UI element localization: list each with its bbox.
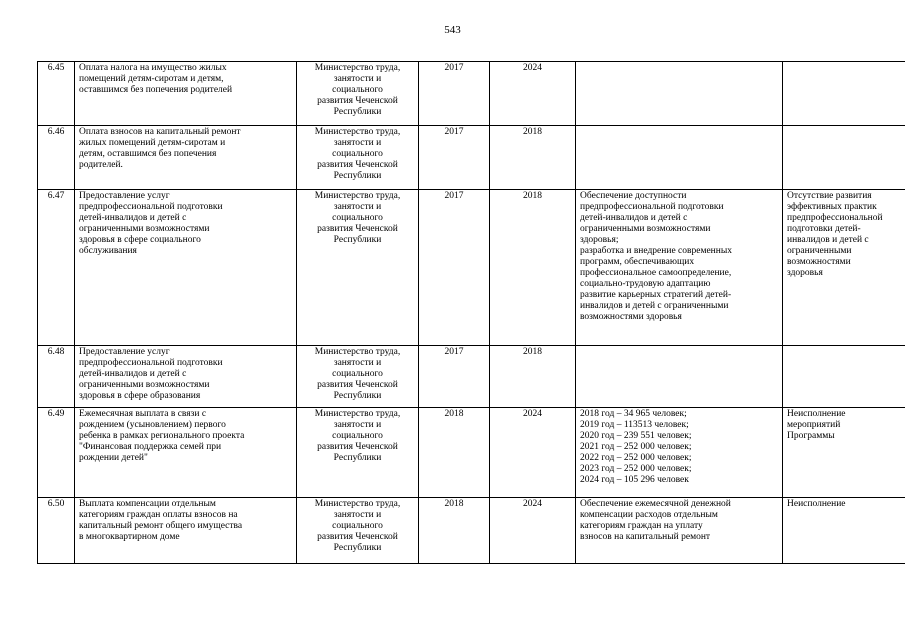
cell-text-line: категориям граждан на уплату bbox=[580, 521, 703, 531]
cell-text-line: подготовки детей- bbox=[787, 224, 861, 234]
measures-table bbox=[37, 61, 905, 564]
cell-text-line: в многоквартирном доме bbox=[79, 532, 180, 542]
cell-text-line: возможностями bbox=[787, 257, 851, 267]
consequence-cell bbox=[783, 346, 905, 408]
cell-text-line: Республики bbox=[333, 171, 382, 181]
cell-text-line: Республики bbox=[333, 107, 382, 117]
cell-text-line: развития Чеченской bbox=[317, 532, 398, 542]
measure-name-cell bbox=[75, 346, 297, 408]
cell-text-line: 2022 год – 252 000 человек; bbox=[580, 453, 692, 463]
cell-text-line: занятости и bbox=[333, 202, 382, 212]
page-number: 543 bbox=[444, 24, 461, 36]
cell-text-line: Выплата компенсации отдельным bbox=[79, 499, 216, 509]
cell-text-line: развития Чеченской bbox=[317, 160, 398, 170]
measure-name-cell bbox=[75, 62, 297, 126]
row-number-cell: 6.46 bbox=[38, 126, 75, 190]
cell-text-line: Обеспечение ежемесячной денежной bbox=[580, 499, 731, 509]
cell-text-line: детей-инвалидов и детей с bbox=[79, 369, 187, 379]
table-row bbox=[38, 126, 905, 190]
cell-text-line: социального bbox=[332, 85, 383, 95]
cell-text-line: социального bbox=[332, 213, 383, 223]
table-row bbox=[38, 408, 905, 498]
cell-text-line: рождении детей" bbox=[79, 453, 148, 463]
cell-text-line: детей-инвалидов и детей с bbox=[79, 213, 187, 223]
cell-text-line: развития Чеченской bbox=[317, 442, 398, 452]
cell-text-line: предпрофессиональной подготовки bbox=[79, 202, 223, 212]
measure-name-cell bbox=[75, 190, 297, 346]
cell-text-line: взносов на капитальный ремонт bbox=[580, 532, 711, 542]
cell-text-line: занятости и bbox=[333, 138, 382, 148]
cell-text-line: ограниченными возможностями bbox=[580, 224, 711, 234]
cell-text-line: занятости и bbox=[333, 510, 382, 520]
consequence-cell bbox=[783, 126, 905, 190]
cell-text-line: Министерство труда, bbox=[314, 409, 401, 419]
cell-text-line: Оплата налога на имущество жилых bbox=[79, 63, 227, 73]
measure-name-cell bbox=[75, 408, 297, 498]
expected-result-cell bbox=[576, 190, 783, 346]
expected-result-cell bbox=[576, 126, 783, 190]
row-number-cell: 6.49 bbox=[38, 408, 75, 498]
expected-result-cell bbox=[576, 62, 783, 126]
cell-text-line: детей-инвалидов и детей с bbox=[580, 213, 688, 223]
cell-text-line: Министерство труда, bbox=[314, 127, 401, 137]
end-year-cell: 2018 bbox=[490, 190, 576, 346]
cell-text-line: Оплата взносов на капитальный ремонт bbox=[79, 127, 241, 137]
end-year-cell: 2024 bbox=[490, 408, 576, 498]
cell-text-line: инвалидов и детей с bbox=[787, 235, 869, 245]
cell-text-line: занятости и bbox=[333, 358, 382, 368]
start-year-cell: 2018 bbox=[419, 408, 490, 498]
cell-text-line: рождением (усыновлением) первого bbox=[79, 420, 226, 430]
cell-text-line: развитие карьерных стратегий детей- bbox=[580, 290, 732, 300]
cell-text-line: 2019 год – 113513 человек; bbox=[580, 420, 689, 430]
cell-text-line: занятости и bbox=[333, 74, 382, 84]
cell-text-line: 2021 год – 252 000 человек; bbox=[580, 442, 692, 452]
cell-text-line: предпрофессиональной подготовки bbox=[580, 202, 724, 212]
cell-text-line: родителей. bbox=[79, 160, 123, 170]
row-number-cell: 6.47 bbox=[38, 190, 75, 346]
responsible-org-cell bbox=[297, 408, 419, 498]
cell-text-line: программ, обеспечивающих bbox=[580, 257, 695, 267]
cell-text-line: 2020 год – 239 551 человек; bbox=[580, 431, 692, 441]
end-year-cell: 2024 bbox=[490, 62, 576, 126]
cell-text-line: предпрофессиональной подготовки bbox=[79, 358, 223, 368]
cell-text-line: помещений детям-сиротам и детям, bbox=[79, 74, 224, 84]
cell-text-line: обслуживания bbox=[79, 246, 137, 256]
cell-text-line: Республики bbox=[333, 235, 382, 245]
cell-text-line: детям, оставшимся без попечения bbox=[79, 149, 217, 159]
expected-result-cell bbox=[576, 408, 783, 498]
responsible-org-cell bbox=[297, 126, 419, 190]
cell-text-line: ограниченными возможностями bbox=[79, 380, 210, 390]
table-row bbox=[38, 62, 905, 126]
start-year-cell: 2017 bbox=[419, 126, 490, 190]
start-year-cell: 2017 bbox=[419, 190, 490, 346]
start-year-cell: 2017 bbox=[419, 62, 490, 126]
cell-text-line: Министерство труда, bbox=[314, 499, 401, 509]
cell-text-line: предпрофессиональной bbox=[787, 213, 883, 223]
cell-text-line: Республики bbox=[333, 391, 382, 401]
table-row bbox=[38, 190, 905, 346]
measure-name-cell bbox=[75, 498, 297, 564]
cell-text-line: Отсутствие развития bbox=[787, 191, 872, 201]
responsible-org-cell bbox=[297, 62, 419, 126]
cell-text-line: ребенка в рамках регионального проекта bbox=[79, 431, 245, 441]
responsible-org-cell bbox=[297, 498, 419, 564]
consequence-cell bbox=[783, 190, 905, 346]
row-number-cell: 6.45 bbox=[38, 62, 75, 126]
cell-text-line: Предоставление услуг bbox=[79, 347, 170, 357]
cell-text-line: "Финансовая поддержка семей при bbox=[79, 442, 222, 452]
measure-name-cell bbox=[75, 126, 297, 190]
cell-text-line: занятости и bbox=[333, 420, 382, 430]
cell-text-line: эффективных практик bbox=[787, 202, 877, 212]
cell-text-line: Предоставление услуг bbox=[79, 191, 170, 201]
cell-text-line: оставшимся без попечения родителей bbox=[79, 85, 233, 95]
cell-text-line: профессиональное самоопределение, bbox=[580, 268, 732, 278]
end-year-cell: 2024 bbox=[490, 498, 576, 564]
start-year-cell: 2017 bbox=[419, 346, 490, 408]
cell-text-line: Республики bbox=[333, 543, 382, 553]
end-year-cell: 2018 bbox=[490, 346, 576, 408]
cell-text-line: Министерство труда, bbox=[314, 347, 401, 357]
cell-text-line: ограниченными bbox=[787, 246, 852, 256]
cell-text-line: возможностями здоровья bbox=[580, 312, 682, 322]
cell-text-line: социального bbox=[332, 521, 383, 531]
cell-text-line: компенсации расходов отдельным bbox=[580, 510, 718, 520]
cell-text-line: ограниченными возможностями bbox=[79, 224, 210, 234]
row-number-cell: 6.50 bbox=[38, 498, 75, 564]
responsible-org-cell bbox=[297, 190, 419, 346]
cell-text-line: Программы bbox=[787, 431, 835, 441]
cell-text-line: категориям граждан оплаты взносов на bbox=[79, 510, 238, 520]
cell-text-line: здоровья в сфере образования bbox=[79, 391, 201, 401]
end-year-cell: 2018 bbox=[490, 126, 576, 190]
row-number-cell: 6.48 bbox=[38, 346, 75, 408]
table-row bbox=[38, 346, 905, 408]
cell-text-line: Обеспечение доступности bbox=[580, 191, 687, 201]
cell-text-line: капитальный ремонт общего имущества bbox=[79, 521, 243, 531]
cell-text-line: разработка и внедрение современных bbox=[580, 246, 732, 256]
cell-text-line: развития Чеченской bbox=[317, 96, 398, 106]
cell-text-line: развития Чеченской bbox=[317, 224, 398, 234]
cell-text-line: социального bbox=[332, 431, 383, 441]
cell-text-line: Ежемесячная выплата в связи с bbox=[79, 409, 207, 419]
table-row bbox=[38, 498, 905, 564]
expected-result-cell bbox=[576, 498, 783, 564]
cell-text-line: развития Чеченской bbox=[317, 380, 398, 390]
cell-text-line: Неисполнение bbox=[787, 409, 846, 419]
cell-text-line: мероприятий bbox=[787, 420, 841, 430]
cell-text-line: 2024 год – 105 296 человек bbox=[580, 475, 689, 485]
start-year-cell: 2018 bbox=[419, 498, 490, 564]
responsible-org-cell bbox=[297, 346, 419, 408]
cell-text-line: здоровья bbox=[787, 268, 823, 278]
cell-text-line: 2018 год – 34 965 человек; bbox=[580, 409, 687, 419]
cell-text-line: здоровья в сфере социального bbox=[79, 235, 201, 245]
cell-text-line: здоровья; bbox=[580, 235, 619, 245]
consequence-cell bbox=[783, 62, 905, 126]
consequence-cell bbox=[783, 408, 905, 498]
cell-text-line: социального bbox=[332, 149, 383, 159]
cell-text-line: инвалидов и детей с ограниченными bbox=[580, 301, 729, 311]
cell-text-line: Неисполнение bbox=[787, 499, 846, 509]
table-body bbox=[38, 62, 905, 564]
cell-text-line: социального bbox=[332, 369, 383, 379]
cell-text-line: жилых помещений детям-сиротам и bbox=[79, 138, 226, 148]
cell-text-line: Министерство труда, bbox=[314, 191, 401, 201]
cell-text-line: Республики bbox=[333, 453, 382, 463]
cell-text-line: Министерство труда, bbox=[314, 63, 401, 73]
cell-text-line: 2023 год – 252 000 человек; bbox=[580, 464, 692, 474]
expected-result-cell bbox=[576, 346, 783, 408]
cell-text-line: социально-трудовую адаптацию bbox=[580, 279, 711, 289]
consequence-cell bbox=[783, 498, 905, 564]
